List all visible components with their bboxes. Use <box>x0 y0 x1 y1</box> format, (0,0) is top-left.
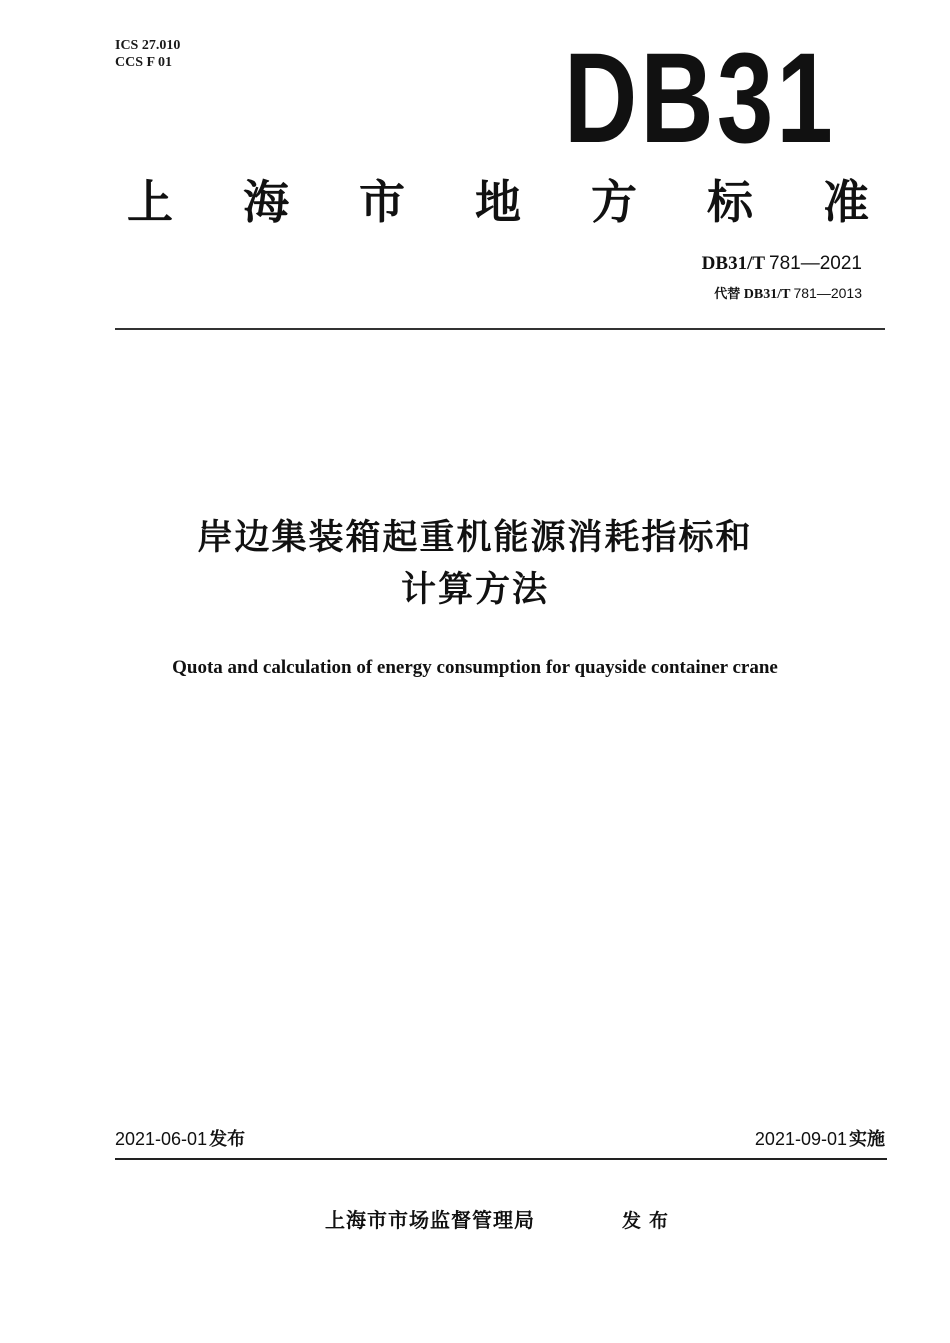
standard-type-char: 上 <box>127 175 173 229</box>
issue-date-label: 发布 <box>209 1129 246 1150</box>
publisher-action: 发布 <box>622 1210 677 1232</box>
header-divider <box>115 328 885 330</box>
classification-codes <box>115 37 180 71</box>
replaces-prefix: DB31/T <box>743 287 791 302</box>
standard-type-char: 地 <box>475 175 521 229</box>
standard-type-char: 方 <box>591 175 637 229</box>
implement-date <box>755 1127 885 1152</box>
standard-type-char: 市 <box>359 175 405 229</box>
title-chinese <box>100 512 850 616</box>
standard-number-value: 781—2021 <box>769 253 862 274</box>
replaces-number: 781—2013 <box>793 285 862 301</box>
title-chinese-line2: 计算方法 <box>400 570 549 610</box>
standard-type-char: 海 <box>243 175 289 229</box>
title-chinese-line1: 岸边集装箱起重机能源消耗指标和 <box>197 518 753 558</box>
issue-date <box>115 1127 245 1152</box>
issue-date-value: 2021-06-01 <box>115 1129 208 1149</box>
ics-code: ICS 27.010 <box>115 38 181 53</box>
replaces-label: 代替 <box>714 287 741 302</box>
standard-prefix: DB31/T <box>701 253 766 274</box>
standard-number <box>702 252 862 276</box>
implement-date-value: 2021-09-01 <box>754 1129 847 1149</box>
ccs-code: CCS F 01 <box>115 55 173 70</box>
footer-divider <box>115 1158 887 1160</box>
publisher-name: 上海市市场监督管理局 <box>325 1208 535 1232</box>
implement-date-label: 实施 <box>849 1129 885 1150</box>
title-english: Quota and calculation of energy consumption for quayside container crane <box>172 657 778 678</box>
standard-type <box>118 172 878 232</box>
db31-logo-text: DB31 <box>564 27 836 170</box>
replaces-standard <box>714 284 862 304</box>
db31-logo <box>560 27 840 170</box>
standard-type-char: 准 <box>823 175 869 229</box>
standard-type-char: 标 <box>707 175 753 229</box>
